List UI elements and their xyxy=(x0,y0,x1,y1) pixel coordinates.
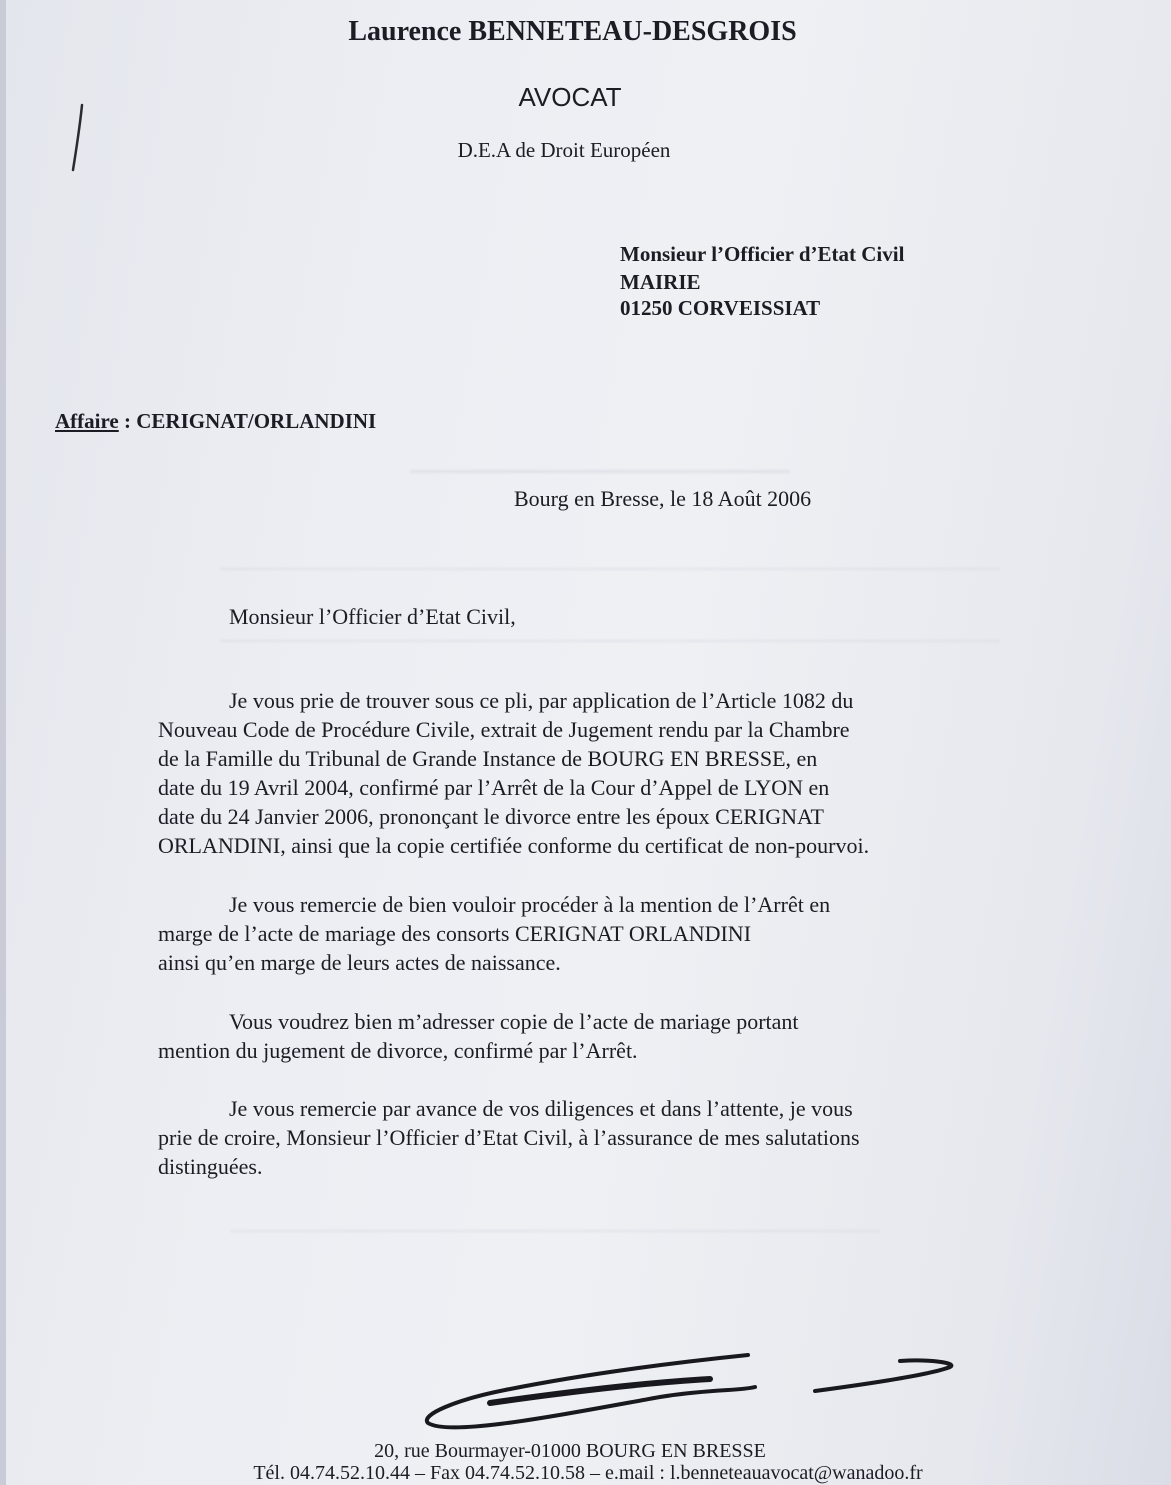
footer-contact: Tél. 04.74.52.10.44 – Fax 04.74.52.10.58 – e.mail : l.benneteauavocat@wanadoo.fr xyxy=(253,1462,923,1484)
handwritten-signature xyxy=(410,1345,970,1445)
body-paragraph xyxy=(158,890,1058,977)
date-line: Bourg en Bresse, le 18 Août 2006 xyxy=(514,486,812,511)
paragraph-line: Nouveau Code de Procédure Civile, extrait de Jugement rendu par la Chambre xyxy=(158,717,850,742)
case-reference xyxy=(55,409,376,434)
footer-address: 20, rue Bourmayer-01000 BOURG EN BRESSE xyxy=(374,1440,766,1462)
paragraph-line: ORLANDINI, ainsi que la copie certifiée conforme du certificat de non-pourvoi. xyxy=(158,833,870,858)
paragraph-line: mention du jugement de divorce, confirmé par l’Arrêt. xyxy=(158,1038,638,1063)
recipient-line-1: Monsieur l’Officier d’Etat Civil xyxy=(620,242,905,266)
degree-line: D.E.A de Droit Européen xyxy=(457,138,671,162)
case-value: CERIGNAT/ORLANDINI xyxy=(136,409,377,433)
paragraph-line: Je vous remercie par avance de vos diligences et dans l’attente, je vous xyxy=(229,1096,853,1121)
paragraph-line: marge de l’acte de mariage des consorts CERIGNAT ORLANDINI xyxy=(158,921,752,946)
profession-title: AVOCAT xyxy=(518,82,622,112)
paragraph-line: date du 19 Avril 2004, confirmé par l’Arrêt de la Cour d’Appel de LYON en xyxy=(158,775,830,800)
paper-edge xyxy=(0,0,6,1485)
paragraph-line: Je vous remercie de bien vouloir procéder à la mention de l’Arrêt en xyxy=(229,892,831,917)
case-label: Affaire xyxy=(55,409,119,433)
paragraph-line: Vous voudrez bien m’adresser copie de l’acte de mariage portant xyxy=(229,1009,799,1034)
paragraph-line: prie de croire, Monsieur l’Officier d’Etat Civil, à l’assurance de mes salutations xyxy=(158,1125,860,1150)
body-paragraph xyxy=(158,1007,1058,1065)
recipient-line-3: 01250 CORVEISSIAT xyxy=(620,296,821,320)
recipient-line-2: MAIRIE xyxy=(620,270,701,294)
show-through-texture xyxy=(410,440,790,473)
paragraph-line: date du 24 Janvier 2006, prononçant le divorce entre les époux CERIGNAT xyxy=(158,804,824,829)
lawyer-name: Laurence BENNETEAU-DESGROIS xyxy=(348,16,797,47)
paragraph-line: ainsi qu’en marge de leurs actes de naissance. xyxy=(158,950,561,975)
body-paragraph xyxy=(158,1094,1058,1181)
body-paragraph xyxy=(158,686,1058,860)
paragraph-line: Je vous prie de trouver sous ce pli, par application de l’Article 1082 du xyxy=(229,688,854,713)
paragraph-line: de la Famille du Tribunal de Grande Instance de BOURG EN BRESSE, en xyxy=(158,746,818,771)
case-separator: : xyxy=(118,409,137,433)
show-through-texture xyxy=(230,1210,880,1232)
paragraph-line: distinguées. xyxy=(158,1154,263,1179)
salutation: Monsieur l’Officier d’Etat Civil, xyxy=(229,604,516,629)
